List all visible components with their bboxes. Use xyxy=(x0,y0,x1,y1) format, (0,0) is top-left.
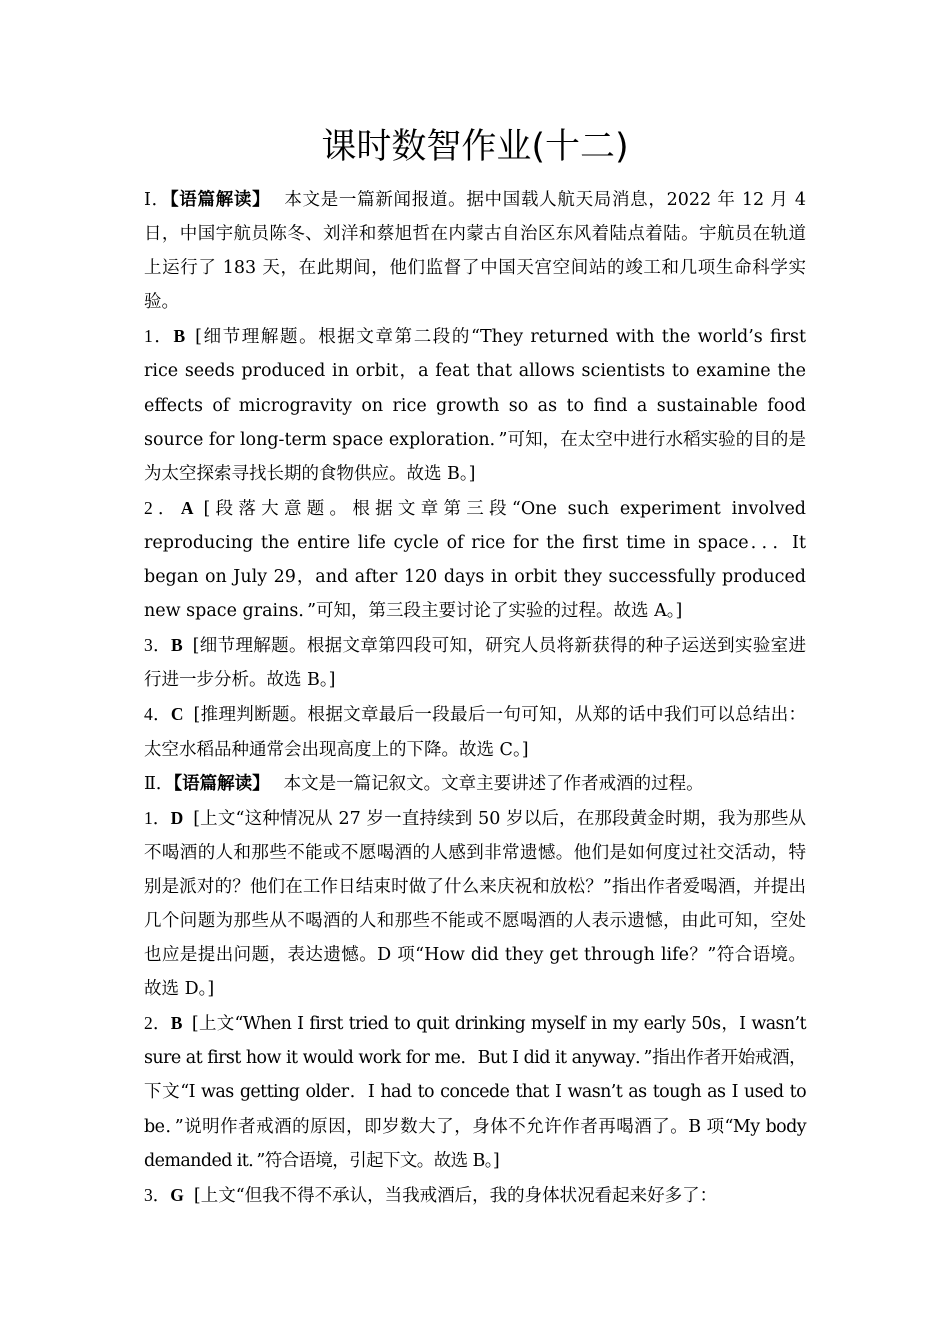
item-explanation: [上文“但我不得不承认，当我戒酒后，我的身体状况看起来好多了： xyxy=(193,1185,718,1206)
item-answer: B xyxy=(170,635,183,656)
section-1-reading-note xyxy=(144,183,806,319)
item-number: 3． xyxy=(144,1184,171,1205)
answer-content xyxy=(144,183,806,1213)
item-answer: B xyxy=(170,1013,182,1034)
item-number: 2． xyxy=(144,1013,171,1034)
item-explanation: [上文“When I first tried to quit drinking myself in my early 50s，I wasn’t sure at first how it would work for me．But I did it anyway．”指出作者开始戒酒，下文“I was getting older．I had to concede that I wasn’t as tough as I used to be．”说明作者戒酒的原因，即岁数大了，身体不允许作者再喝酒了。B 项“My body demanded it．”符合语境，引起下文。故选 B。] xyxy=(144,1014,806,1171)
section-2-item-2 xyxy=(144,1006,806,1177)
section-2-item-1 xyxy=(144,801,806,1007)
item-explanation: [段落大意题。根据文章第三段“One such experiment involved reproducing the entire life cycle of rice for the first time in space．．．It began on July 29，and after 120 days in orbit they successfully produced new space grains．”可知，第三段主要讨论了实验的过程。故选 A。] xyxy=(144,498,807,622)
item-explanation: [细节理解题。根据文章第二段的“They returned with the world’s first rice seeds produced in orbit，a feat that allows scientists to examine the effects of microgravity on rice growth so as to find a sustainable food source for long-term space exploration．”可知，在太空中进行水稻实验的目的是为太空探索寻找长期的食物供应。故选 B。] xyxy=(144,327,807,484)
section-2-reading-note xyxy=(144,767,806,801)
item-explanation: [上文“这种情况从 27 岁一直持续到 50 岁以后，在那段黄金时期，我为那些从不喝酒的人和那些不能或不愿喝酒的人感到非常遗憾。他们是如何度过社交活动，特别是派对的？他们在工作日结束时做了什么来庆祝和放松？”指出作者爱喝酒，并提出几个问题为那些从不喝酒的人和那些不能或不愿喝酒的人表示遗憾，由此可知，空处也应是提出问题，表达遗憾。D 项“How did they get through life？”符合语境。故选 D。] xyxy=(144,808,807,1000)
section-2-intro: 本文是一篇记叙文。文章主要讲述了作者戒酒的过程。 xyxy=(283,773,704,794)
section-1-item-2 xyxy=(144,491,806,628)
section-1-prefix: Ⅰ． xyxy=(144,190,170,210)
item-number: 1． xyxy=(144,326,174,347)
item-number: 2． xyxy=(144,497,181,518)
item-number: 4． xyxy=(144,704,171,725)
item-answer: B xyxy=(173,326,186,347)
item-answer: D xyxy=(170,807,184,828)
item-number: 3． xyxy=(144,635,171,656)
section-1-intro: 本文是一篇新闻报道。据中国载人航天局消息，2022 年 12 月 4 日，中国宇航员陈冬、刘洋和蔡旭哲在内蒙古自治区东风着陆点着陆。宇航员在轨道上运行了 183 天，在此期间，他们监督了中国天宫空间站的竣工和几项生命科学实验。 xyxy=(144,190,807,313)
section-1-tag: 【语篇解读】 xyxy=(169,190,271,210)
section-1-item-4 xyxy=(144,697,806,766)
section-1-item-3 xyxy=(144,628,806,697)
item-explanation: [推理判断题。根据文章最后一段最后一句可知，从郑的话中我们可以总结出：太空水稻品种通常会出现高度上的下降。故选 C。] xyxy=(144,705,807,760)
section-2-item-3 xyxy=(144,1178,806,1213)
section-2-prefix: Ⅱ． xyxy=(144,773,174,794)
item-answer: A xyxy=(180,497,194,518)
item-number: 1． xyxy=(144,807,171,828)
section-2-tag: 【语篇解读】 xyxy=(173,773,270,794)
section-1-item-1 xyxy=(144,319,806,490)
item-explanation: [细节理解题。根据文章第四段可知，研究人员将新获得的种子运送到实验室进行进一步分析。故选 B。] xyxy=(144,636,807,691)
item-answer: G xyxy=(170,1184,184,1205)
page-title: 课时数智作业(十二) xyxy=(321,127,629,167)
item-answer: C xyxy=(170,704,184,725)
